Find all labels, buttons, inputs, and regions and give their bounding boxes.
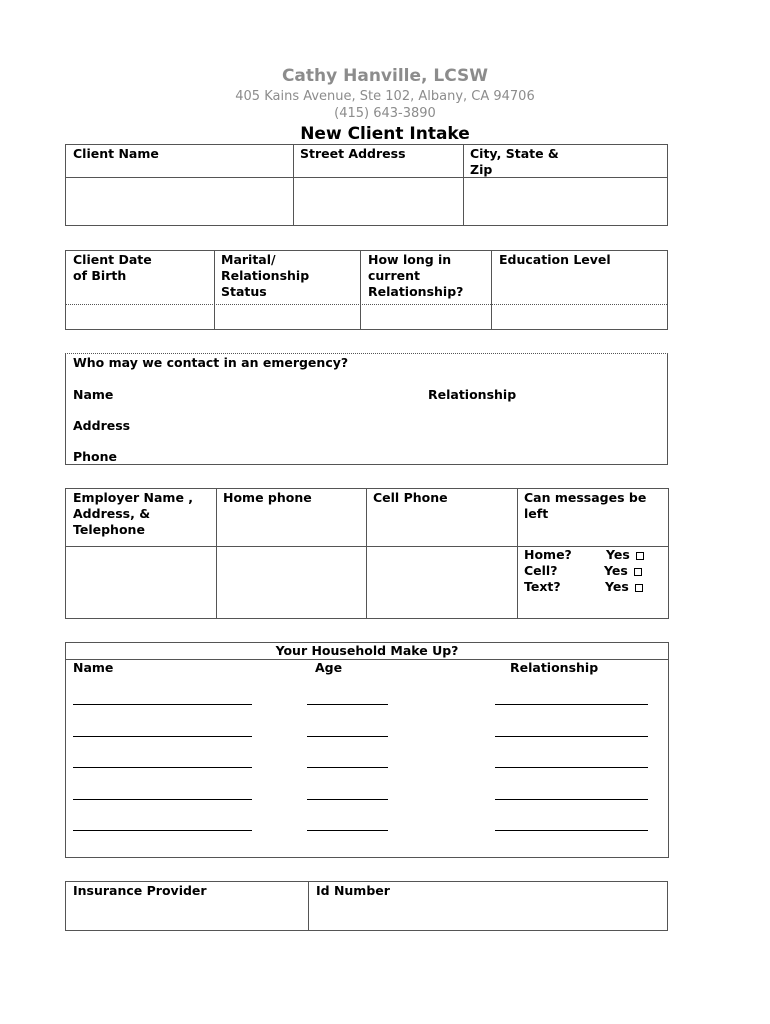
dob-cell[interactable] [66,251,215,329]
dob-label: Client Date of Birth [73,252,152,283]
emergency-question: Who may we contact in an emergency? [73,355,349,370]
household-relationship-line[interactable] [495,736,648,737]
household-relationship-line[interactable] [495,767,648,768]
cell-phone-cell[interactable] [367,489,518,618]
household-name-header: Name [73,660,114,675]
practice-address: 405 Kains Avenue, Ste 102, Albany, CA 94706 [235,89,535,104]
id-number-label: Id Number [316,883,390,898]
emergency-address-label[interactable]: Address [73,418,131,433]
household-age-line[interactable] [307,830,388,831]
household-relationship-line[interactable] [495,799,648,800]
household-name-line[interactable] [73,736,252,737]
client-info-table [65,144,668,226]
cell-phone-label: Cell Phone [373,490,448,505]
insurance-provider-label: Insurance Provider [73,883,207,898]
messages-label: Can messages be left [524,490,647,521]
message-option-text-answer[interactable]: Yes [605,579,643,595]
message-option-cell [524,563,557,579]
contact-phones-table [65,488,669,619]
household-age-line[interactable] [307,704,388,705]
option-label: Home? [524,547,572,562]
checkbox-cell[interactable] [634,568,642,576]
household-age-header: Age [315,660,343,675]
education-level-label: Education Level [499,252,611,267]
client-name-cell[interactable] [66,145,294,225]
message-option-home [524,547,572,563]
home-phone-label: Home phone [223,490,312,505]
relationship-length-label: How long in current Relationship? [368,252,464,299]
home-phone-cell[interactable] [217,489,367,618]
messages-cell [518,489,668,618]
household-relationship-header: Relationship [510,660,599,675]
street-address-cell[interactable] [294,145,464,225]
street-address-label: Street Address [300,146,406,161]
emergency-contact-box [65,353,668,465]
form-title: New Client Intake [300,124,470,144]
insurance-table [65,881,668,931]
checkbox-text[interactable] [635,584,643,592]
client-name-label: Client Name [73,146,159,161]
city-state-zip-label: City, State & Zip [470,146,559,177]
household-name-line[interactable] [73,704,252,705]
city-state-zip-cell[interactable] [464,145,667,225]
household-name-line[interactable] [73,799,252,800]
emergency-phone-label[interactable]: Phone [73,449,118,464]
employer-cell[interactable] [66,489,217,618]
household-relationship-line[interactable] [495,830,648,831]
message-option-cell-answer[interactable]: Yes [604,563,642,579]
household-box [65,642,669,858]
id-number-cell[interactable] [309,882,667,930]
household-name-line[interactable] [73,767,252,768]
message-option-text [524,579,561,595]
marital-status-label: Marital/ Relationship Status [221,252,310,299]
insurance-provider-cell[interactable] [66,882,309,930]
household-title: Your Household Make Up? [275,643,459,658]
household-age-line[interactable] [307,767,388,768]
message-option-home-answer[interactable]: Yes [606,547,644,563]
checkbox-home[interactable] [636,552,644,560]
client-details-table [65,250,668,330]
household-age-line[interactable] [307,736,388,737]
employer-label: Employer Name , Address, & Telephone [73,490,194,537]
marital-status-cell[interactable] [215,251,361,329]
emergency-name-label[interactable]: Name [73,387,114,402]
household-relationship-line[interactable] [495,704,648,705]
relationship-length-cell[interactable] [361,251,492,329]
option-label: Cell? [524,563,558,578]
household-age-line[interactable] [307,799,388,800]
education-level-cell[interactable] [492,251,667,329]
practice-phone: (415) 643-3890 [334,106,436,121]
household-name-line[interactable] [73,830,252,831]
option-label: Text? [524,579,561,594]
practice-name: Cathy Hanville, LCSW [281,66,489,86]
emergency-relationship-label[interactable]: Relationship [428,387,517,402]
